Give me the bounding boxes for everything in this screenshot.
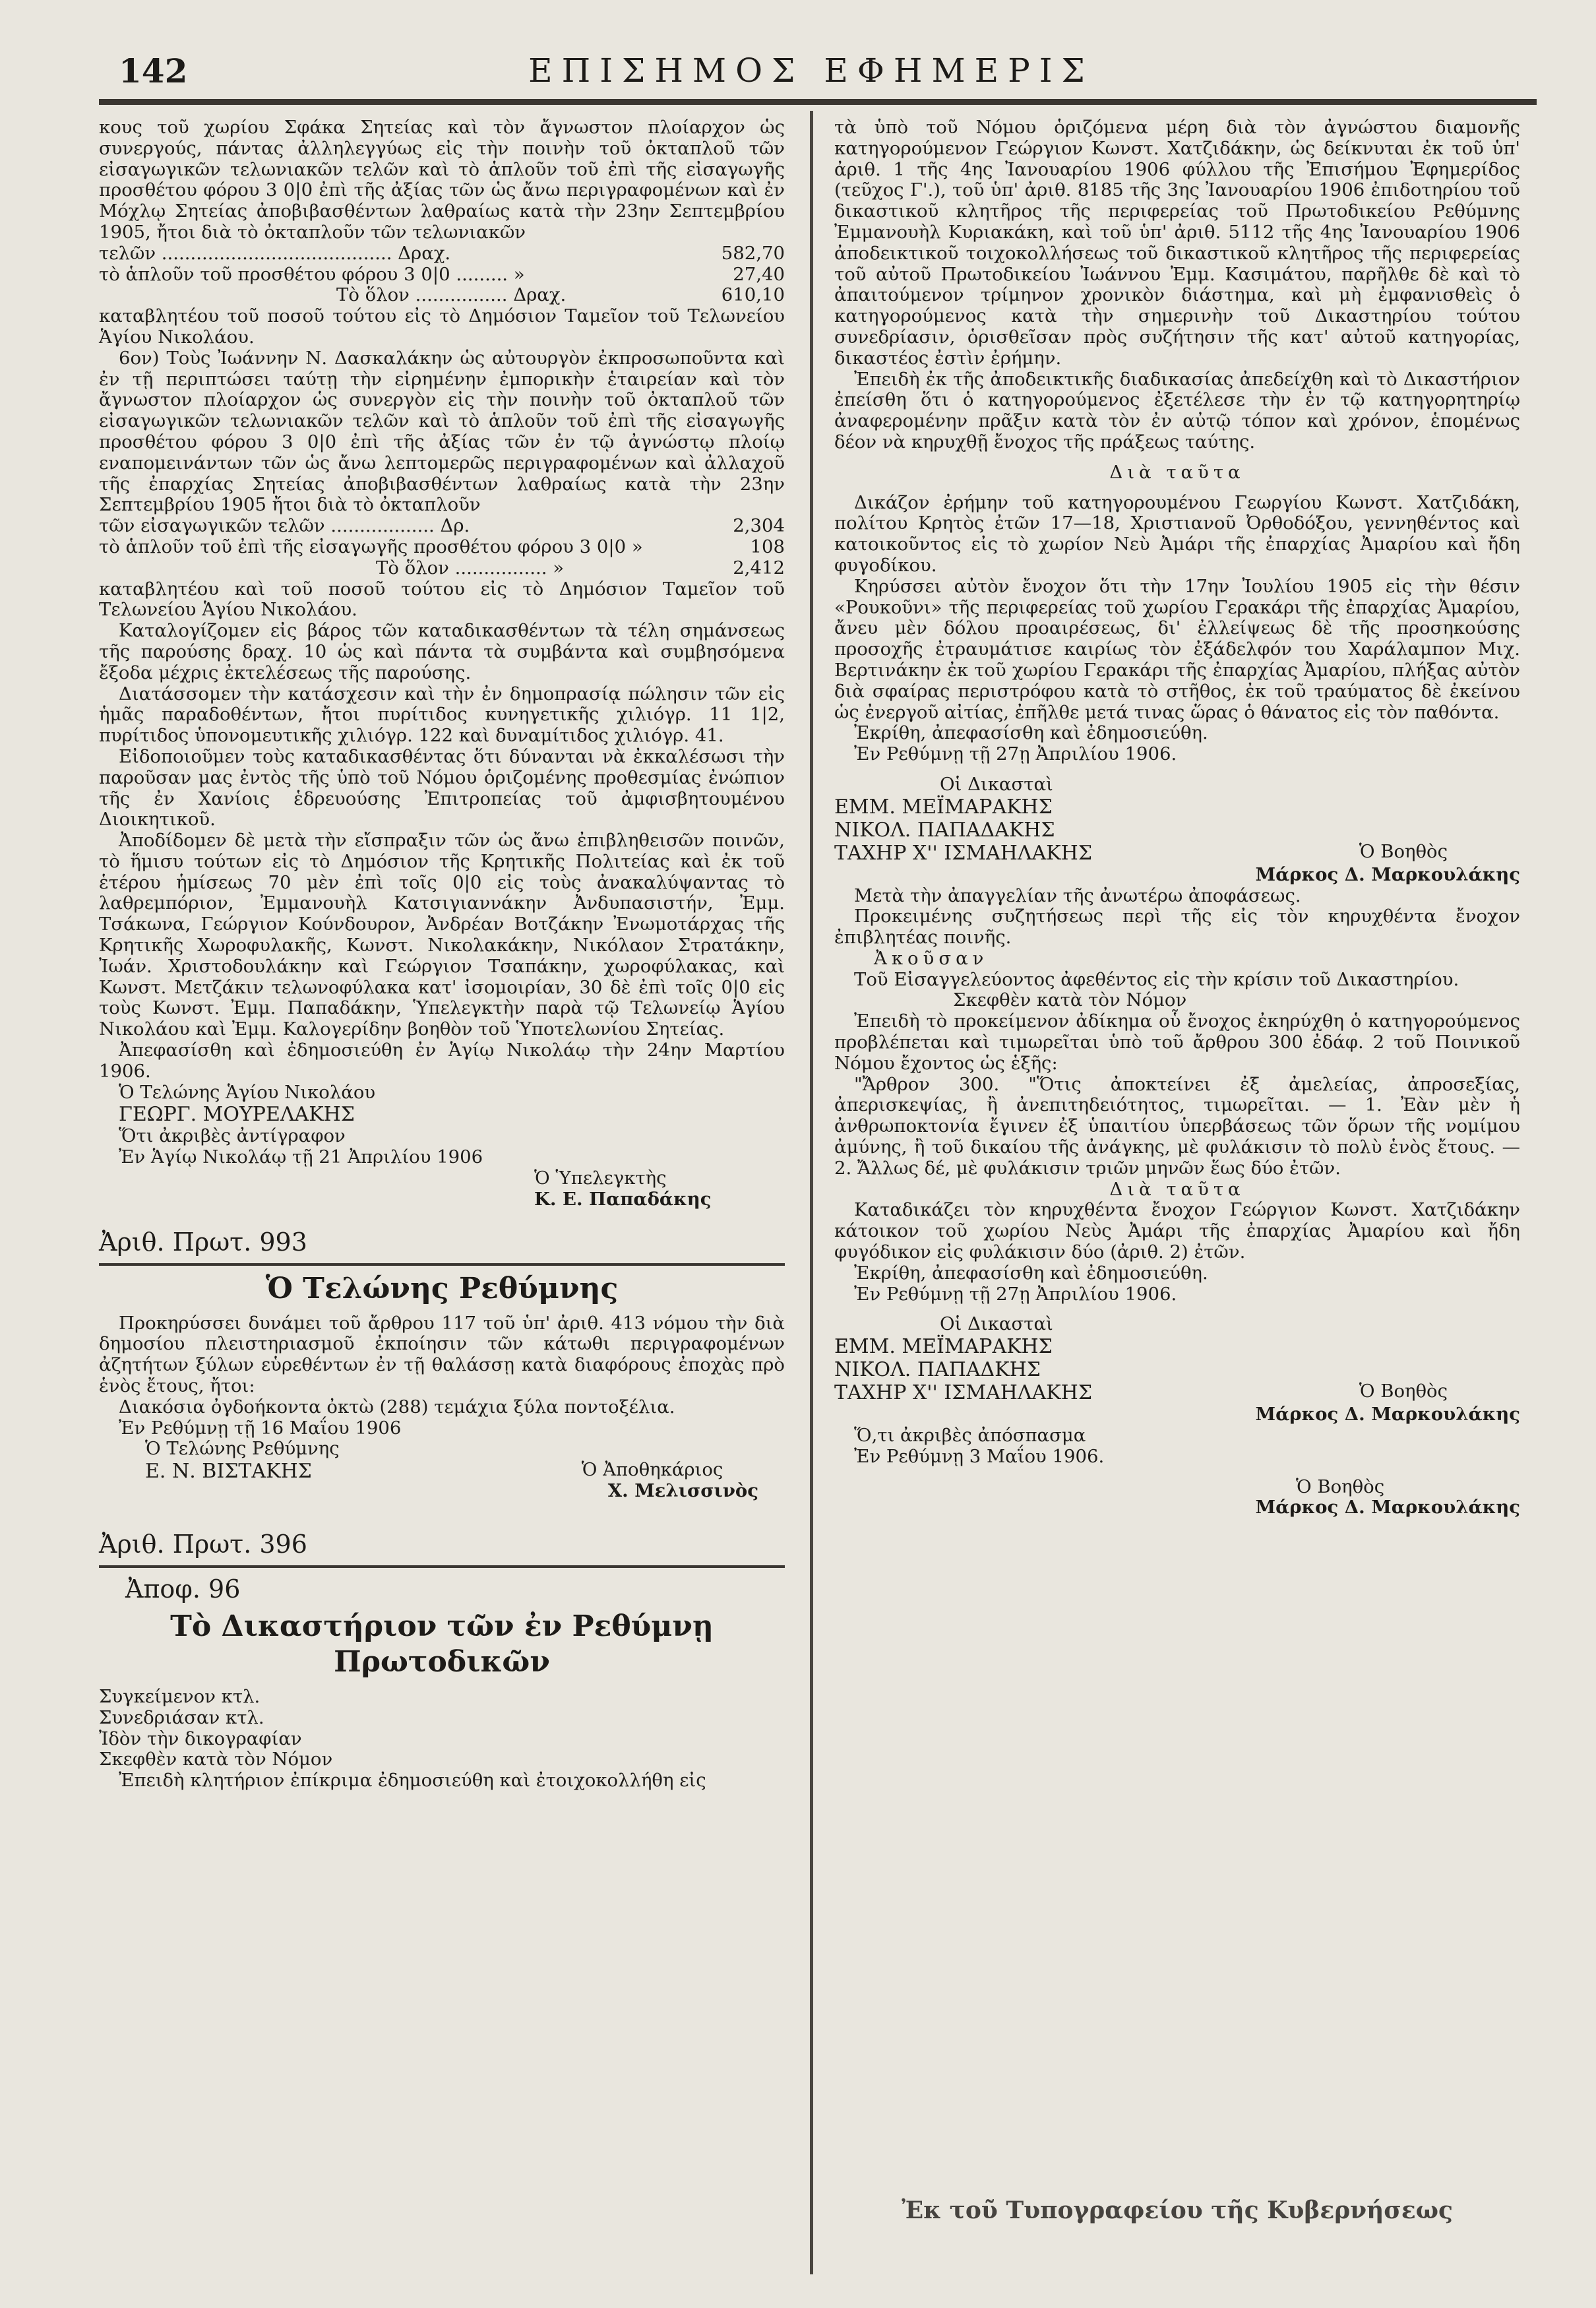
signature-name: Ε. Ν. ΒΙΣΤΑΚΗΣ bbox=[145, 1460, 312, 1483]
amount-total-row bbox=[99, 558, 785, 579]
paragraph: 6ον) Τοὺς Ἰωάννην Ν. Δασκαλάκην ὡς αὐτουργὸν ἐκπροσωποῦντα καὶ ἐν τῇ περιπτώσει ταύτῃ τὴν εἰρημένην ἐμπορικὴν ἑταιρείαν καὶ τὸν ἄγνωστον πλοίαρχον ὡς συνεργὸν εἰς τὴν ποινὴν τοῦ ὀκταπλοῦ τῶν εἰσαγωγικῶν τελωνιακῶν τελῶν καὶ τὸ ἁπλοῦν τοῦ ἐπὶ τῆς εἰσαγωγῆς προσθέτου φόρου 3 0|0 ἐπὶ τῆς ἀξίας τῶν ἐν τῷ ἀγνώστῳ πλοίῳ εναπομεινάντων τῶν ὡς ἄνω λεπτομερῶς περιγραφομένων καὶ ἀλλαχοῦ τῆς ἐπαρχίας Σητείας ἀποβιβασθέντων λαθραίως κατὰ τὴν 23ην Σεπτεμβρίου 1905 ἤτοι διὰ τὸ ὀκταπλοῦν bbox=[99, 347, 785, 516]
paragraph: Ἐν Ρεθύμνῃ τῇ 27ῃ Ἀπριλίου 1906. bbox=[854, 743, 1177, 765]
amount-label: Τὸ ὅλον ................ » bbox=[376, 557, 565, 578]
paragraph: Ἐκρίθη, ἀπεφασίσθη καὶ ἐδημοσιεύθη. bbox=[854, 722, 1208, 744]
right-column bbox=[834, 117, 1520, 1518]
section-rule bbox=[99, 1263, 785, 1266]
page-number: 142 bbox=[119, 51, 188, 90]
signature-title: Ὁ Τελώνης Ρεθύμνης bbox=[145, 1438, 340, 1460]
judges-label: Οἱ Δικασταὶ bbox=[940, 773, 1053, 795]
paragraph: Ἐκρίθη, ἀπεφασίσθη καὶ ἐδημοσιεύθη. bbox=[854, 1262, 1208, 1284]
paragraph: Ἀπεφασίσθη καὶ ἐδημοσιεύθη ἐν Ἁγίῳ Νικολάῳ τὴν 24ην Μαρτίου 1906. bbox=[99, 1040, 785, 1082]
section-rule bbox=[99, 1565, 785, 1568]
paragraph: Ἐν Ρεθύμνῃ τῇ 27ῃ Ἀπριλίου 1906. bbox=[854, 1283, 1177, 1305]
amount-label: τῶν εἰσαγωγικῶν τελῶν .................. Δρ. bbox=[99, 515, 470, 537]
paragraph: Ἐν Ρεθύμνῃ τῇ 16 Μαΐου 1906 bbox=[119, 1417, 402, 1439]
paragraph: Καταλογίζομεν εἰς βάρος τῶν καταδικασθέντων τὰ τέλη σημάνσεως τῆς παρούσης δραχ. 10 ὡς καὶ πάντα τὰ συμβάντα καὶ συμβησόμενα ἔξοδα μέχρις ἐκτελέσεως τῆς παρούσης. bbox=[99, 620, 785, 683]
paragraph: Ὅ,τι ἀκριβὲς ἀπόσπασμα bbox=[854, 1425, 1086, 1447]
page-header bbox=[119, 51, 1504, 104]
paragraph: Καταδικάζει τὸν κηρυχθέντα ἔνοχον Γεώργιον Κωνστ. Χατζιδάκην κάτοικον τοῦ χωρίου Νεὺς Ἀμάρι τῆς ἐπαρχίας Ἀμαρίου καὶ ἤδη φυγόδικον εἰς φυλάκισιν δύο (ἀριθ. 2) ἐτῶν. bbox=[834, 1199, 1520, 1263]
section-heading: Διὰ ταῦτα bbox=[1109, 1178, 1245, 1200]
protocol-number: Ἀριθ. Πρωτ. 993 bbox=[99, 1227, 307, 1257]
header-rule bbox=[99, 99, 1537, 105]
signature-row bbox=[99, 1439, 785, 1502]
amount-label: τελῶν ........................................ Δραχ. bbox=[99, 242, 451, 264]
assistant-label: Ὁ Βοηθὸς bbox=[1359, 1381, 1448, 1402]
amount-label: Τὸ ὅλον ................ Δραχ. bbox=[336, 284, 567, 306]
amount-row bbox=[99, 516, 785, 537]
signature-row bbox=[834, 842, 1520, 865]
text-line: Συνεδριάσαν κτλ. bbox=[99, 1706, 264, 1728]
paragraph: Προκειμένης συζητήσεως περὶ τῆς εἰς τὸν κηρυχθέντα ἔνοχον ἐπιβλητέας ποινῆς. bbox=[834, 906, 1520, 949]
signature-name: ΓΕΩΡΓ. ΜΟΥΡΕΛΑΚΗΣ bbox=[119, 1103, 355, 1127]
assistant-name: Μάρκος Δ. Μαρκουλάκης bbox=[1255, 1404, 1520, 1425]
section-heading: Σκεφθὲν κατὰ τὸν Νόμον bbox=[953, 989, 1187, 1011]
decision-number: Ἀποφ. 96 bbox=[125, 1575, 241, 1604]
column-divider bbox=[810, 111, 813, 2274]
copy-note: Ὅτι ἀκριβὲς ἀντίγραφον bbox=[119, 1125, 346, 1147]
judge-name: ΝΙΚΟΛ. ΠΑΠΑΔΚΗΣ bbox=[834, 1358, 1041, 1382]
section-heading: Διὰ ταῦτα bbox=[1109, 461, 1245, 483]
amount-label: τὸ ἁπλοῦν τοῦ ἐπὶ τῆς εἰσαγωγῆς προσθέτου φόρου 3 0|0 » bbox=[99, 536, 643, 557]
signature-block bbox=[99, 1439, 340, 1502]
paragraph: Τοῦ Εἰσαγγελεύοντος ἀφεθέντος εἰς τὴν κρίσιν τοῦ Δικαστηρίου. bbox=[854, 968, 1459, 990]
amount-value: 610,10 bbox=[721, 284, 785, 306]
paragraph: Κηρύσσει αὐτὸν ἔνοχον ὅτι τὴν 17ην Ἰουλίου 1905 εἰς τὴν θέσιν «Ρουκοῦνι» τῆς περιφερείας τοῦ χωρίου Γερακάρι τῆς ἐπαρχίας Ἀμαρίου, ἄνευ μὲν δόλου προαιρέσεως, δι' ἐλλείψεως δὲ τῆς προσηκούσης προσοχῆς ἐτραυμάτισε καιρίως τὸν ἐξάδελφόν του Χαράλαμπον Μιχ. Βερτινάκην ἐκ τοῦ χωρίου Γερακάρι τῆς ἐπαρχίας Ἀμαρίου, πλήξας αὐτὸν διὰ σφαίρας περιστρόφου κατὰ τὸ στῆθος, ἐκ τοῦ τραύματος δὲ ἐκείνου ὡς ἐνεργοῦ αἰτίας, ἐπῆλθε μετά τινας ὥρας ὁ θάνατος εἰς τὸν παθόντα. bbox=[834, 575, 1520, 723]
judge-name: ΝΙΚΟΛ. ΠΑΠΑΔΑΚΗΣ bbox=[834, 818, 1055, 842]
paragraph: Μετὰ τὴν ἀπαγγελίαν τῆς ἀνωτέρω ἀποφάσεως. bbox=[854, 885, 1301, 906]
signature-title: Ὁ Ἀποθηκάριος bbox=[581, 1459, 723, 1481]
judge-name: ΤΑΧΗΡ Χ'' ΙΣΜΑΗΛΑΚΗΣ bbox=[834, 841, 1093, 865]
assistant-name: Μάρκος Δ. Μαρκουλάκης bbox=[1255, 1497, 1520, 1518]
amount-value: 582,70 bbox=[721, 242, 785, 264]
printer-imprint: Ἐκ τοῦ Τυπογραφείου τῆς Κυβερνήσεως bbox=[902, 2197, 1453, 2224]
amount-value: 2,412 bbox=[733, 557, 785, 578]
signature-row bbox=[834, 1381, 1520, 1404]
amount-value: 108 bbox=[750, 536, 785, 557]
judge-name: ΕΜΜ. ΜΕΪΜΑΡΑΚΗΣ bbox=[834, 1335, 1053, 1359]
amount-value: 2,304 bbox=[733, 515, 785, 537]
paragraph: καταβλητέου καὶ τοῦ ποσοῦ τούτου εἰς τὸ Δημόσιον Ταμεῖον τοῦ Τελωνείου Ἁγίου Νικολάου. bbox=[99, 578, 785, 621]
paragraph: καταβλητέου τοῦ ποσοῦ τούτου εἰς τὸ Δημόσιον Ταμεῖον τοῦ Τελωνείου Ἁγίου Νικολάου. bbox=[99, 305, 785, 348]
paragraph: τὰ ὑπὸ τοῦ Νόμου ὁριζόμενα μέρη διὰ τὸν ἀγνώστου διαμονῆς κατηγορούμενον Γεώργιον Κωνστ. Χατζιδάκην, ὡς δείκνυται ἐκ τοῦ ὑπ' ἀριθ. 1 τῆς 4ης Ἰανουαρίου 1906 φύλλου τῆς Ἐπισήμου Ἐφημερίδος (τεῦχος Γ'.), τοῦ ὑπ' ἀριθ. 8185 τῆς 3ης Ἰανουαρίου 1906 ἐπιδοτηρίου τοῦ δικαστικοῦ κλητῆρος τῆς περιφερείας τοῦ Πρωτοδικείου Ρεθύμνης Ἐμμανουὴλ Κυριακάκη, καὶ τοῦ ὑπ' ἀριθ. 5112 τῆς 4ης Ἰανουαρίου 1906 ἀποδεικτικοῦ τοιχοκολλήσεως τοῦ δικαστικοῦ κλητῆρος τῆς περιφερείας τοῦ αὐτοῦ Πρωτοδικείου Ἰωάννου Ἐμμ. Κασιμάτου, παρῆλθε δὲ καὶ τὸ ἀπαιτούμενον τρίμηνον χρονικὸν διάστημα, καὶ μὴ ἐμφανισθεὶς ὁ κατηγορούμενος κατὰ τὴν σημερινὴν τοῦ Δικαστηρίου τούτου συνεδρίασιν, ὁρισθεῖσαν πρὸς συζήτησιν τῆς κατ' αὐτοῦ κατηγορίας, δικαστέος ἐστὶν ἐρήμην. bbox=[834, 117, 1520, 369]
amount-total-row bbox=[99, 285, 785, 306]
section-title: Ὁ Τελώνης Ρεθύμνης bbox=[265, 1271, 619, 1305]
paragraph: Προκηρύσσει δυνάμει τοῦ ἄρθρου 117 τοῦ ὑπ' ἀριθ. 413 νόμου τὴν διὰ δημοσίου πλειστηριασμοῦ ἐκποίησιν τῶν κάτωθι περιγραφομένων ἀζητήτων ξύλων εὑρεθέντων ἐν τῇ θαλάσσῃ κατὰ διαφόρους ἐποχὰς πρὸ ἑνὸς ἔτους, ἤτοι: bbox=[99, 1312, 785, 1397]
signature-name: Κ. Ε. Παπαδάκης bbox=[534, 1188, 712, 1210]
amount-row bbox=[99, 265, 785, 286]
assistant-label: Ὁ Βοηθὸς bbox=[1359, 840, 1448, 862]
text-line: Συγκείμενον κτλ. bbox=[99, 1686, 261, 1708]
section-heading: Ἀκοῦσαν bbox=[874, 947, 989, 969]
amount-row bbox=[99, 243, 785, 265]
judges-label: Οἱ Δικασταὶ bbox=[940, 1313, 1053, 1335]
running-title: ΕΠΙΣΗΜΟΣ ΕΦΗΜΕΡΙΣ bbox=[528, 51, 1094, 90]
judge-name: ΕΜΜ. ΜΕΪΜΑΡΑΚΗΣ bbox=[834, 795, 1053, 819]
text-line: Ἰδὸν τὴν δικογραφίαν bbox=[99, 1728, 302, 1749]
left-column bbox=[99, 117, 785, 1792]
amount-label: τὸ ἁπλοῦν τοῦ προσθέτου φόρου 3 0|0 ......... » bbox=[99, 263, 525, 285]
assistant-label: Ὁ Βοηθὸς bbox=[1296, 1476, 1385, 1497]
paragraph: Ἀποδίδομεν δὲ μετὰ τὴν εἴσπραξιν τῶν ὡς ἄνω ἐπιβληθεισῶν ποινῶν, τὸ ἥμισυ τούτων εἰς τὸ Δημόσιον τῆς Κρητικῆς Πολιτείας καὶ ἐκ τοῦ ἑτέρου ἡμίσεως 70 μὲν ἐπὶ τοῖς 0|0 εἰς τοὺς ἀνακαλύψαντας τὸ λαθρεμπόριον, Ἐμμανουὴλ Κατσιγιαννάκην Ἀνδυπασιστήν, Ἐμμ. Τσάκωνα, Γεώργιον Κούνδουρον, Ἀνδρέαν Βοτζάκην Ἐνωμοτάρχας τῆς Κρητικῆς Χωροφυλακῆς, Κωνστ. Νικολακάκην, Νικόλαον Στρατάκην, Ἰωάν. Χριστοδουλάκην καὶ Γεώργιον Τσαπάκην, χωροφύλακας, καὶ Κωνστ. Μετζάκιν τελωνοφύλακα κατ' ἰσομοιρίαν, 30 δὲ ἐπὶ τοῖς 0|0 εἰς τοὺς Κωνστ. Ἐμμ. Παπαδάκην, Ὑπελεγκτὴν παρὰ τῷ Τελωνείῳ Ἁγίου Νικολάου καὶ Ἐμμ. Καλογερίδην βοηθὸν τοῦ Ὑποτελωνίου Σητείας. bbox=[99, 830, 785, 1040]
amount-row bbox=[99, 537, 785, 558]
paragraph: Ἐπειδὴ τὸ προκείμενον ἀδίκημα οὗ ἔνοχος ἐκηρύχθη ὁ κατηγορούμενος προβλέπεται καὶ τιμωρεῖται ὑπὸ τοῦ ἄρθρου 300 ἐδάφ. 2 τοῦ Ποινικοῦ Νόμου ἔχοντος ὡς ἑξῆς: bbox=[834, 1011, 1520, 1074]
protocol-number: Ἀριθ. Πρωτ. 396 bbox=[99, 1530, 307, 1559]
signature-title: Ὁ Ὑπελεγκτὴς bbox=[534, 1168, 667, 1189]
signature-block bbox=[99, 1082, 785, 1168]
signature-block bbox=[582, 1439, 785, 1502]
paragraph: κους τοῦ χωρίου Σφάκα Σητείας καὶ τὸν ἄγνωστον πλοίαρχον ὡς συνεργούς, πάντας ἀλληλεγγύως εἰς τὴν ποινὴν τοῦ ὀκταπλοῦ τῶν εἰσαγωγικῶν τελωνιακῶν τελῶν καὶ τὸ ἁπλοῦν τοῦ ἐπὶ τῆς εἰσαγωγῆς προσθέτου φόρου 3 0|0 ἐπὶ τῆς ἀξίας τῶν ὡς ἄνω περιγραφομένων καὶ ἐν Μόχλῳ Σητείας ἀποβιβασθέντων λαθραίως κατὰ τὴν 23ην Σεπτεμβρίου 1905, ἤτοι διὰ τὸ ὀκταπλοῦν τῶν τελωνιακῶν bbox=[99, 117, 785, 243]
paragraph: "Ἄρθρον 300. "Ὅτις ἀποκτείνει ἐξ ἀμελείας, ἀπροσεξίας, ἀπερισκεψίας, ἢ ἀνεπιτηδειότητος, τιμωρεῖται. — 1. Ἐὰν μὲν ἡ ἀνθρωποκτονία ἔγινεν ἐξ ὑπαιτίου ὑπερβάσεως τῶν ὅρων τῆς νομίμου ἀμύνης, ἢ τοῦ δικαίου τῆς ἀνάγκης, μὲ φυλάκισιν τὸ πολὺ ἑνὸς ἔτους. —2. Ἄλλως δέ, μὲ φυλάκισιν τριῶν μηνῶν ἕως δύο ἐτῶν. bbox=[834, 1073, 1520, 1179]
signature-name: Χ. Μελισσινὸς bbox=[607, 1480, 758, 1502]
section-title: Τὸ Δικαστήριον τῶν ἐν Ρεθύμνῃ Πρωτοδικῶν bbox=[170, 1609, 714, 1679]
signature-title: Ὁ Τελώνης Ἁγίου Νικολάου bbox=[119, 1081, 376, 1103]
paragraph: Δικάζον ἐρήμην τοῦ κατηγορουμένου Γεωργίου Κωνστ. Χατζιδάκη, πολίτου Κρητὸς ἐτῶν 17—18, Χριστιανοῦ Ὀρθοδόξου, γεννηθέντος καὶ κατοικοῦντος εἰς τὸ χωρίον Νεὺ Ἀμάρι τῆς ἐπαρχίας Ἀμαρίου καὶ ἤδη φυγοδίκου. bbox=[834, 491, 1520, 576]
assistant-name: Μάρκος Δ. Μαρκουλάκης bbox=[1255, 863, 1520, 885]
signature-block bbox=[99, 1168, 785, 1210]
judge-name: ΤΑΧΗΡ Χ'' ΙΣΜΑΗΛΑΚΗΣ bbox=[834, 1381, 1093, 1405]
paragraph: Ἐπειδὴ κλητήριον ἐπίκριμα ἐδημοσιεύθη καὶ ἐτοιχοκολλήθη εἰς bbox=[119, 1770, 706, 1792]
amount-value: 27,40 bbox=[733, 263, 785, 285]
paragraph: Διατάσσομεν τὴν κατάσχεσιν καὶ τὴν ἐν δημοπρασίᾳ πώλησιν τῶν εἰς ἡμᾶς παραδοθέντων, ἤτοι πυρίτιδος κυνηγετικῆς χιλιόγρ. 11 1|2, πυρίτιδος ὑπονομευτικῆς χιλιόγρ. 122 καὶ δυναμίτιδος χιλιόγρ. 41. bbox=[99, 683, 785, 747]
paragraph: Διακόσια ὀγδοήκοντα ὀκτὼ (288) τεμάχια ξύλα ποντοξέλια. bbox=[119, 1396, 675, 1418]
paragraph: Ἐπειδὴ ἐκ τῆς ἀποδεικτικῆς διαδικασίας ἀπεδείχθη καὶ τὸ Δικαστήριον ἐπείσθη ὅτι ὁ κατηγορούμενος ἐξετέλεσε τὴν ἐν τῷ κατηγορητηρίῳ ἀναφερομένην πρᾶξιν κατὰ τὸν ἐν αὐτῷ τόπον καὶ χρόνον, ἑπομένως δέον νὰ κηρυχθῇ ἔνοχος τῆς πράξεως ταύτης. bbox=[834, 368, 1520, 452]
paragraph: Εἰδοποιοῦμεν τοὺς καταδικασθέντας ὅτι δύνανται νὰ ἐκκαλέσωσι τὴν παροῦσαν μας ἐντὸς τῆς ὑπὸ τοῦ Νόμου ὁριζομένης προθεσμίας ἐνώπιον τῆς ἐν Χανίοις ἑδρευούσης Ἐπιτροπείας τοῦ ἀμφισβητουμένου Διοικητικοῦ. bbox=[99, 745, 785, 830]
text-line: Σκεφθὲν κατὰ τὸν Νόμον bbox=[99, 1749, 333, 1770]
copy-date: Ἐν Ἁγίῳ Νικολάῳ τῇ 21 Ἀπριλίου 1906 bbox=[119, 1146, 483, 1168]
paragraph: Ἐν Ρεθύμνῃ 3 Μαΐου 1906. bbox=[854, 1445, 1105, 1467]
